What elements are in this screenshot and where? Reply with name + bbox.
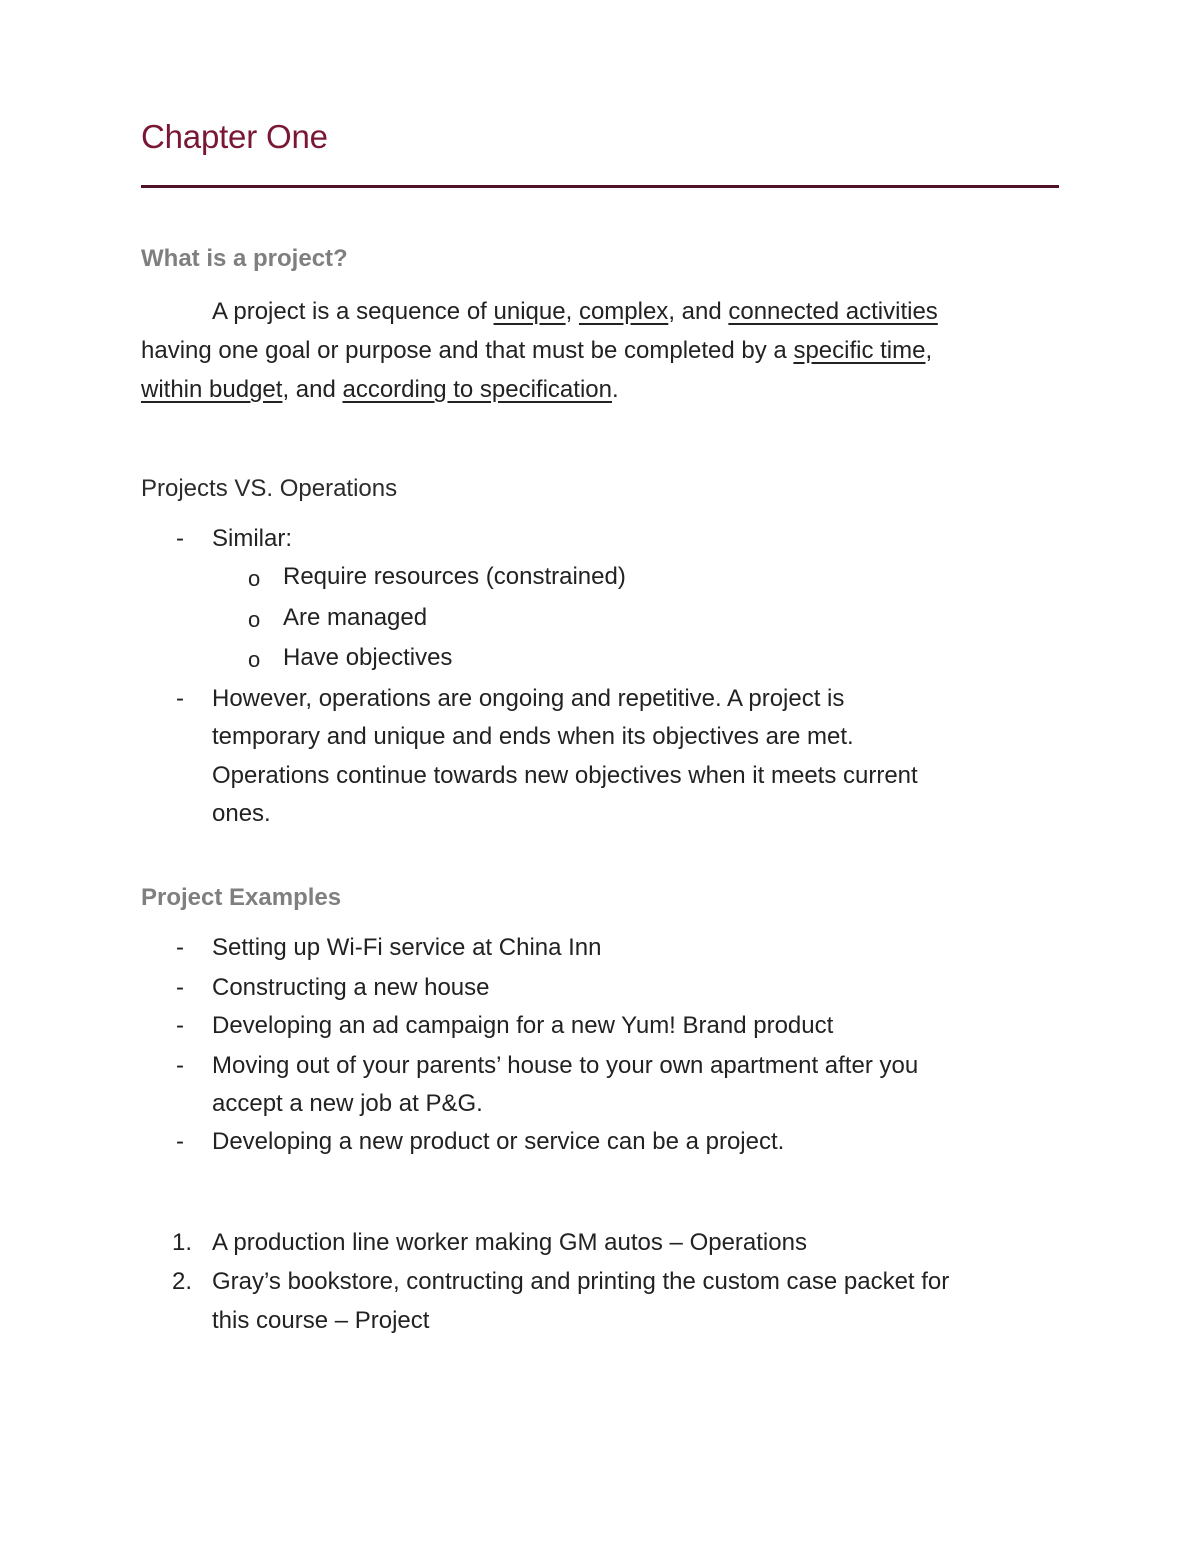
example-item: Constructing a new house bbox=[212, 974, 490, 1001]
dash-bullet: - bbox=[176, 1012, 184, 1039]
definition-paragraph bbox=[141, 292, 1041, 409]
definition-text: , bbox=[565, 298, 579, 325]
dash-bullet: - bbox=[176, 1128, 184, 1155]
number-marker: 1. bbox=[172, 1229, 193, 1256]
sub-list-item: Are managed bbox=[283, 604, 428, 631]
term-complex: complex bbox=[578, 298, 669, 325]
sub-list-item: Have objectives bbox=[283, 644, 453, 671]
list-item-however-line: temporary and unique and ends when its objectives are met. bbox=[212, 723, 854, 750]
section-heading-projects-vs-operations: Projects VS. Operations bbox=[141, 475, 398, 502]
definition-text: , bbox=[925, 337, 933, 364]
dash-bullet: - bbox=[176, 685, 184, 712]
definition-text: . bbox=[611, 376, 619, 403]
example-item: Setting up Wi-Fi service at China Inn bbox=[212, 934, 602, 961]
circle-bullet: o bbox=[248, 566, 261, 591]
sub-list-item: Require resources (constrained) bbox=[283, 563, 626, 590]
example-item: Developing a new product or service can be a project. bbox=[212, 1128, 785, 1155]
definition-text: , and bbox=[282, 376, 343, 403]
definition-text: A project is a sequence of bbox=[212, 298, 494, 325]
circle-bullet: o bbox=[248, 607, 261, 632]
example-item-continued: accept a new job at P&G. bbox=[212, 1090, 483, 1117]
term-specific-time: specific time bbox=[793, 337, 926, 364]
list-item-however-line: ones. bbox=[212, 800, 271, 827]
definition-text: having one goal or purpose and that must be completed by a bbox=[141, 337, 794, 364]
title-divider bbox=[141, 185, 1059, 188]
term-according-to-specification: according to specification bbox=[342, 376, 612, 403]
dash-bullet: - bbox=[176, 934, 184, 961]
definition-text: , and bbox=[668, 298, 729, 325]
numbered-item: Gray’s bookstore, contructing and printing the custom case packet for bbox=[212, 1268, 950, 1295]
term-unique: unique bbox=[493, 298, 566, 325]
term-connected-activities: connected activities bbox=[728, 298, 938, 325]
number-marker: 2. bbox=[172, 1268, 193, 1295]
dash-bullet: - bbox=[176, 525, 184, 552]
dash-bullet: - bbox=[176, 1052, 184, 1079]
list-item-however-line: Operations continue towards new objectives when it meets current bbox=[212, 762, 918, 789]
example-item: Moving out of your parents’ house to your own apartment after you bbox=[212, 1052, 919, 1079]
dash-bullet: - bbox=[176, 974, 184, 1001]
numbered-item-continued: this course – Project bbox=[212, 1307, 430, 1334]
section-heading-project-examples: Project Examples bbox=[141, 884, 342, 911]
list-item-however-line: However, operations are ongoing and repetitive. A project is bbox=[212, 685, 845, 712]
example-item: Developing an ad campaign for a new Yum! Brand product bbox=[212, 1012, 834, 1039]
numbered-item: A production line worker making GM autos – Operations bbox=[212, 1229, 807, 1256]
chapter-title: Chapter One bbox=[141, 118, 328, 155]
term-within-budget: within budget bbox=[141, 376, 283, 403]
circle-bullet: o bbox=[248, 647, 261, 672]
section-heading-what-is-project: What is a project? bbox=[141, 245, 348, 272]
list-item-similar: Similar: bbox=[212, 525, 293, 552]
